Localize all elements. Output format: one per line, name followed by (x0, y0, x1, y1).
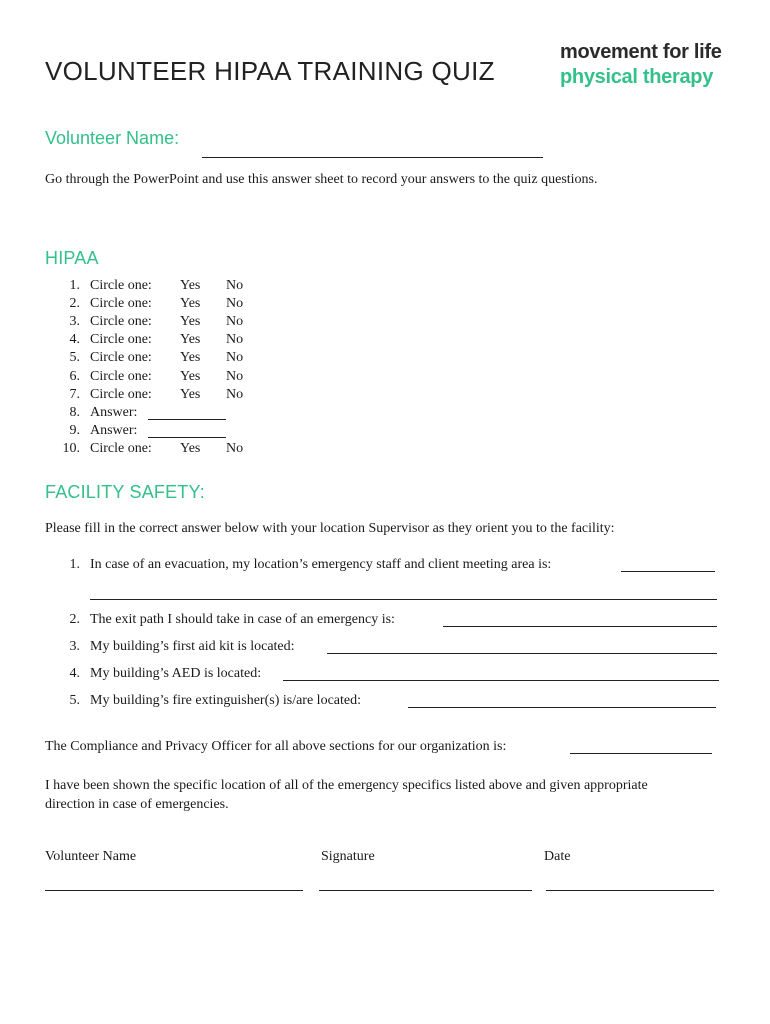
question-label: Circle one: (90, 332, 152, 347)
answer-blank[interactable] (443, 626, 717, 627)
question-label: Circle one: (90, 369, 152, 384)
no-option[interactable]: No (226, 314, 244, 329)
volunteer-name-signature-label: Volunteer Name (45, 849, 137, 864)
no-option[interactable]: No (226, 332, 244, 347)
compliance-officer-field[interactable] (570, 753, 712, 754)
question-label: Circle one: (90, 387, 152, 402)
volunteer-name-signature-field[interactable] (45, 890, 303, 891)
answer-blank[interactable] (148, 437, 226, 438)
question-label: Circle one: (90, 296, 152, 311)
question-number: 2. (69, 296, 80, 311)
no-option[interactable]: No (226, 350, 244, 365)
question-number: 8. (69, 405, 80, 420)
volunteer-name-label: Volunteer Name: (45, 128, 180, 148)
question-label: Circle one: (90, 350, 152, 365)
question-text: My building’s fire extinguisher(s) is/are located: (90, 693, 361, 708)
yes-option[interactable]: Yes (180, 441, 201, 456)
no-option[interactable]: No (226, 387, 244, 402)
hipaa-question-list (45, 278, 345, 458)
answer-blank[interactable] (408, 707, 716, 708)
yes-option[interactable]: Yes (180, 387, 201, 402)
hipaa-heading: HIPAA (45, 248, 99, 268)
question-label: Circle one: (90, 278, 152, 293)
question-text: My building’s AED is located: (90, 666, 262, 681)
logo-line-1: movement for life (560, 41, 722, 63)
question-number: 2. (69, 612, 80, 627)
answer-blank-continued[interactable] (90, 599, 717, 600)
question-label: Circle one: (90, 314, 152, 329)
no-option[interactable]: No (226, 441, 244, 456)
question-number: 1. (69, 278, 80, 293)
question-text: My building’s first aid kit is located: (90, 639, 295, 654)
question-number: 4. (69, 666, 80, 681)
compliance-officer-text: The Compliance and Privacy Officer for all above sections for our organization is: (45, 739, 507, 754)
question-number: 3. (69, 314, 80, 329)
signature-field[interactable] (319, 890, 532, 891)
safety-question-5 (45, 693, 725, 711)
no-option[interactable]: No (226, 278, 244, 293)
question-label: Circle one: (90, 441, 152, 456)
safety-question-1 (45, 557, 725, 575)
question-text: The exit path I should take in case of an emergency is: (90, 612, 395, 627)
yes-option[interactable]: Yes (180, 332, 201, 347)
yes-option[interactable]: Yes (180, 296, 201, 311)
volunteer-name-field[interactable] (202, 157, 543, 158)
facility-safety-heading: FACILITY SAFETY: (45, 482, 205, 502)
question-number: 10. (62, 441, 80, 456)
yes-option[interactable]: Yes (180, 314, 201, 329)
answer-blank[interactable] (283, 680, 719, 681)
date-label: Date (544, 849, 571, 864)
no-option[interactable]: No (226, 369, 244, 384)
question-number: 4. (69, 332, 80, 347)
question-number: 5. (69, 350, 80, 365)
question-number: 6. (69, 369, 80, 384)
no-option[interactable]: No (226, 296, 244, 311)
logo-line-2: physical therapy (560, 66, 714, 88)
page-title: VOLUNTEER HIPAA TRAINING QUIZ (45, 56, 495, 86)
question-text: In case of an evacuation, my location’s emergency staff and client meeting area is: (90, 557, 552, 572)
company-logo (560, 40, 722, 90)
intro-text: Go through the PowerPoint and use this answer sheet to record your answers to the quiz questions. (45, 172, 598, 187)
question-label: Answer: (90, 423, 138, 438)
question-number: 9. (69, 423, 80, 438)
yes-option[interactable]: Yes (180, 350, 201, 365)
facility-safety-intro: Please fill in the correct answer below with your location Supervisor as they orient you to the facility: (45, 521, 615, 536)
acknowledgement-text: I have been shown the specific location of all of the emergency specifics listed above and given appropriate direction in case of emergencies. (45, 778, 648, 812)
yes-option[interactable]: Yes (180, 369, 201, 384)
question-number: 5. (69, 693, 80, 708)
safety-question-3 (45, 639, 725, 657)
question-number: 7. (69, 387, 80, 402)
date-field[interactable] (546, 890, 714, 891)
answer-blank[interactable] (621, 571, 715, 572)
signature-label: Signature (321, 849, 375, 864)
answer-blank[interactable] (327, 653, 717, 654)
facility-safety-list (45, 557, 725, 717)
safety-question-4 (45, 666, 725, 684)
question-number: 3. (69, 639, 80, 654)
answer-blank[interactable] (148, 419, 226, 420)
safety-question-2 (45, 612, 725, 630)
question-number: 1. (69, 557, 80, 572)
question-label: Answer: (90, 405, 138, 420)
yes-option[interactable]: Yes (180, 278, 201, 293)
